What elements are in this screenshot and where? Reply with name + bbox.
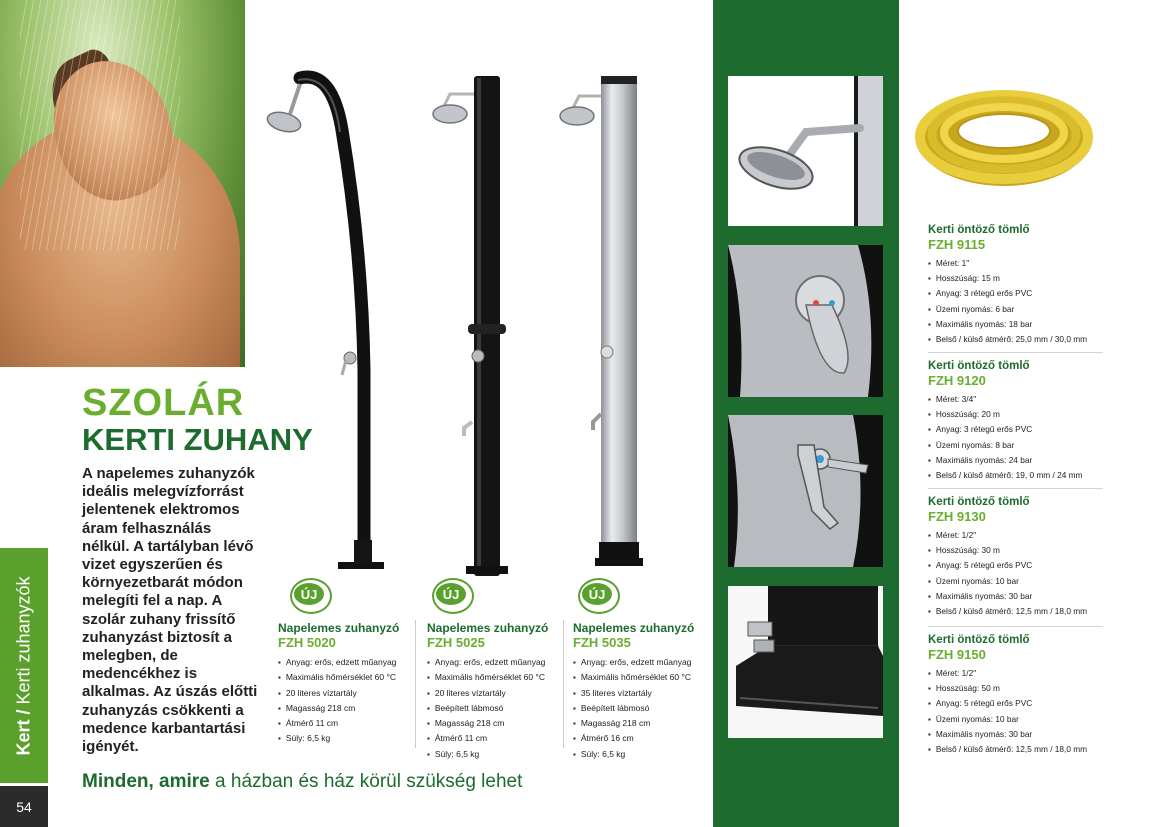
product-name: Napelemes zuhanyzó	[573, 621, 695, 635]
garden-hose-image	[914, 85, 1094, 190]
product-name: Napelemes zuhanyzó	[427, 621, 549, 635]
side-tab-category: Kert /	[13, 709, 34, 756]
hose-spec-list	[928, 528, 1128, 619]
spec-item: ▪ Súly: 6,5 kg	[573, 747, 723, 762]
detail-mixer-valve-image	[728, 245, 883, 397]
spec-item: ▪ Magasság 218 cm	[427, 716, 577, 731]
spec-item: ▪ Átmérő 11 cm	[427, 731, 577, 746]
spec-item: ▪ 20 literes víztartály	[427, 686, 577, 701]
spec-item: ▪ Üzemi nyomás: 8 bar	[928, 438, 1128, 453]
spec-item: ▪ Hosszúság: 50 m	[928, 681, 1128, 696]
spec-item: ▪ Anyag: 5 rétegű erős PVC	[928, 558, 1128, 573]
hose-divider	[928, 352, 1103, 353]
hose-spec-list	[928, 256, 1128, 347]
spec-item: ▪ Maximális hőmérséklet 60 °C	[427, 670, 577, 685]
shower-fzh5025-image	[430, 72, 520, 582]
hose-fzh9115	[928, 224, 1128, 347]
intro-paragraph: A napelemes zuhanyzók ideális melegvízforrást jelentenek elektromos áram felhasználás nélkül. A tartályban lévő vizet egyszerűen és környezetbarát módon melegíti fel a nap. A szolár zuhany frissítő zuhanyzást biztosít a melegben, de medencékhez is alkalmas. Az úszás előtti zuhanyzás csökkenti a medence karbantartási igényét.	[82, 465, 258, 756]
product-spec-list	[573, 655, 723, 762]
spec-item: ▪ 35 literes víztartály	[573, 686, 723, 701]
spec-item: ▪ Belső / külső átmérő: 19, 0 mm / 24 mm	[928, 468, 1128, 483]
hose-spec-list	[928, 392, 1128, 483]
spec-item: ▪ Méret: 3/4"	[928, 392, 1128, 407]
product-name: Napelemes zuhanyzó	[278, 621, 400, 635]
spec-item: ▪ Hosszúság: 30 m	[928, 543, 1128, 558]
hose-name: Kerti öntöző tömlő	[928, 634, 1030, 646]
product-fzh5025	[427, 621, 577, 762]
slogan-bold: Minden, amire	[82, 771, 210, 792]
man-showering-photo	[0, 0, 245, 367]
spec-item: ▪ Anyag: 5 rétegű erős PVC	[928, 696, 1128, 711]
spec-item: ▪ Átmérő 11 cm	[278, 716, 428, 731]
water-spray	[20, 0, 180, 250]
hose-fzh9120	[928, 360, 1128, 483]
spec-item: ▪ Méret: 1/2"	[928, 666, 1128, 681]
hose-name: Kerti öntöző tömlő	[928, 224, 1030, 236]
hose-code: FZH 9130	[928, 509, 986, 524]
product-fzh5020	[278, 621, 428, 747]
hose-code: FZH 9120	[928, 373, 986, 388]
spec-item: ▪ Belső / külső átmérő: 12,5 mm / 18,0 mm	[928, 604, 1128, 619]
spec-item: ▪ Anyag: 3 rétegű erős PVC	[928, 286, 1128, 301]
side-tab-subcategory: Kerti zuhanyzók	[13, 575, 34, 710]
spec-item: ▪ Hosszúság: 15 m	[928, 271, 1128, 286]
new-badge-1-text: ÚJ	[294, 583, 324, 605]
spec-item: ▪ 20 literes víztartály	[278, 686, 428, 701]
section-side-tab	[0, 548, 48, 783]
hose-spec-list	[928, 666, 1128, 757]
spec-item: ▪ Üzemi nyomás: 10 bar	[928, 712, 1128, 727]
page-title-line2: KERTI ZUHANY	[82, 422, 313, 457]
spec-item: ▪ Üzemi nyomás: 10 bar	[928, 574, 1128, 589]
spec-item: ▪ Méret: 1"	[928, 256, 1128, 271]
spec-item: ▪ Belső / külső átmérő: 25,0 mm / 30,0 mm	[928, 332, 1128, 347]
spec-item: ▪ Anyag: erős, edzett műanyag	[427, 655, 577, 670]
spec-item: ▪ Maximális hőmérséklet 60 °C	[278, 670, 428, 685]
product-divider	[415, 620, 416, 748]
hose-divider	[928, 626, 1103, 627]
hose-divider	[928, 488, 1103, 489]
new-badge-2	[432, 578, 472, 612]
spec-item: ▪ Hosszúság: 20 m	[928, 407, 1128, 422]
new-badge-1	[290, 578, 330, 612]
shower-fzh5035-image	[555, 72, 665, 582]
spec-item: ▪ Magasság 218 cm	[278, 701, 428, 716]
hose-name: Kerti öntöző tömlő	[928, 360, 1030, 372]
new-badge-2-text: ÚJ	[436, 583, 466, 605]
hose-code: FZH 9115	[928, 237, 986, 252]
spec-item: ▪ Belső / külső átmérő: 12,5 mm / 18,0 mm	[928, 742, 1128, 757]
spec-item: ▪ Maximális hőmérséklet 60 °C	[573, 670, 723, 685]
detail-shower-head-image	[728, 76, 883, 226]
product-code: FZH 5025	[427, 635, 485, 650]
slogan	[82, 771, 522, 793]
new-badge-3-text: ÚJ	[582, 583, 612, 605]
spec-item: ▪ Maximális nyomás: 18 bar	[928, 317, 1128, 332]
product-divider	[563, 620, 564, 748]
product-spec-list	[427, 655, 577, 762]
page-number: 54	[0, 786, 48, 827]
detail-tap-image	[728, 415, 883, 567]
spec-item: ▪ Súly: 6,5 kg	[427, 747, 577, 762]
spec-item: ▪ Magasság 218 cm	[573, 716, 723, 731]
spec-item: ▪ Súly: 6,5 kg	[278, 731, 428, 746]
product-code: FZH 5020	[278, 635, 336, 650]
detail-base-image	[728, 586, 883, 738]
spec-item: ▪ Beépített lábmosó	[427, 701, 577, 716]
spec-item: ▪ Maximális nyomás: 30 bar	[928, 727, 1128, 742]
spec-item: ▪ Méret: 1/2"	[928, 528, 1128, 543]
product-code: FZH 5035	[573, 635, 631, 650]
spec-item: ▪ Átmérő 16 cm	[573, 731, 723, 746]
slogan-rest: a házban és ház körül szükség lehet	[209, 771, 523, 792]
spec-item: ▪ Beépített lábmosó	[573, 701, 723, 716]
shower-fzh5020-image	[262, 70, 392, 585]
new-badge-3	[578, 578, 618, 612]
hose-code: FZH 9150	[928, 647, 986, 662]
hose-fzh9150	[928, 634, 1128, 757]
spec-item: ▪ Maximális nyomás: 30 bar	[928, 589, 1128, 604]
spec-item: ▪ Anyag: 3 rétegű erős PVC	[928, 422, 1128, 437]
hose-fzh9130	[928, 496, 1128, 619]
hose-name: Kerti öntöző tömlő	[928, 496, 1030, 508]
spec-item: ▪ Anyag: erős, edzett műanyag	[573, 655, 723, 670]
spec-item: ▪ Anyag: erős, edzett műanyag	[278, 655, 428, 670]
page-title-line1: SZOLÁR	[82, 382, 245, 424]
product-spec-list	[278, 655, 428, 747]
spec-item: ▪ Üzemi nyomás: 6 bar	[928, 302, 1128, 317]
spec-item: ▪ Maximális nyomás: 24 bar	[928, 453, 1128, 468]
product-fzh5035	[573, 621, 723, 762]
